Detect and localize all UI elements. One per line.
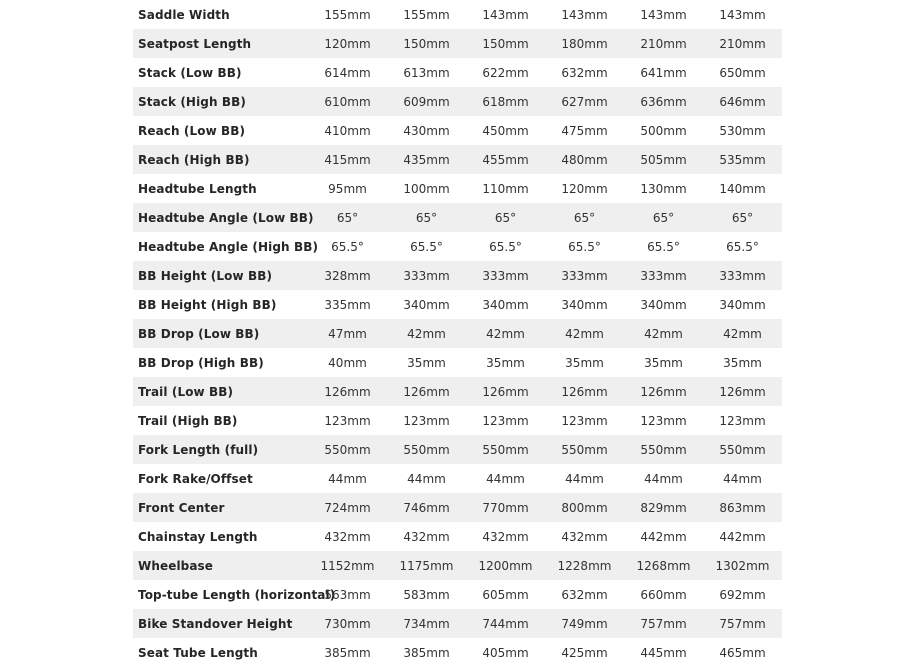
table-cell: 627mm — [545, 87, 624, 116]
row-label: BB Height (High BB) — [138, 297, 277, 312]
table-cell: 143mm — [640, 7, 687, 22]
table-cell: 800mm — [545, 493, 624, 522]
table-cell: 445mm — [640, 645, 687, 660]
table-cell: 605mm — [482, 587, 529, 602]
table-cell: 613mm — [403, 65, 450, 80]
row-label: Top-tube Length (horizontal) — [138, 587, 336, 602]
table-cell: 110mm — [482, 181, 529, 196]
table-cell: 143mm — [719, 7, 766, 22]
table-cell: 210mm — [624, 29, 703, 58]
table-row — [133, 522, 782, 551]
table-cell: 123mm — [482, 413, 529, 428]
table-cell: 770mm — [466, 493, 545, 522]
table-row — [133, 464, 782, 493]
table-row — [133, 348, 782, 377]
table-cell: 692mm — [719, 587, 766, 602]
table-cell: 465mm — [719, 645, 766, 660]
table-cell: 632mm — [561, 587, 608, 602]
table-cell: 123mm — [403, 413, 450, 428]
table-cell: 660mm — [640, 587, 687, 602]
table-cell: 335mm — [324, 297, 371, 312]
table-cell: 757mm — [703, 609, 782, 638]
table-cell: 432mm — [403, 529, 450, 544]
table-cell: 730mm — [308, 609, 387, 638]
row-label: Trail (High BB) — [138, 413, 238, 428]
table-cell: 100mm — [403, 181, 450, 196]
table-row — [133, 406, 782, 435]
table-cell: 150mm — [466, 29, 545, 58]
table-cell: 126mm — [703, 377, 782, 406]
table-cell: 530mm — [719, 123, 766, 138]
table-cell: 65° — [308, 203, 387, 232]
table-cell: 415mm — [308, 145, 387, 174]
table-cell: 734mm — [387, 609, 466, 638]
table-cell: 500mm — [640, 123, 687, 138]
table-cell: 130mm — [640, 181, 687, 196]
table-cell: 65° — [387, 203, 466, 232]
table-cell: 535mm — [703, 145, 782, 174]
row-label: Trail (Low BB) — [133, 377, 308, 406]
row-label: Headtube Angle (Low BB) — [133, 203, 308, 232]
table-cell: 333mm — [545, 261, 624, 290]
table-cell: 757mm — [624, 609, 703, 638]
table-cell: 744mm — [466, 609, 545, 638]
table-cell: 35mm — [565, 355, 604, 370]
table-cell: 44mm — [407, 471, 446, 486]
table-cell: 150mm — [387, 29, 466, 58]
row-label: Stack (High BB) — [133, 87, 308, 116]
table-cell: 746mm — [387, 493, 466, 522]
table-cell: 340mm — [719, 297, 766, 312]
table-cell: 44mm — [723, 471, 762, 486]
table-cell: 1268mm — [624, 551, 703, 580]
table-row — [133, 609, 782, 638]
table-cell: 550mm — [545, 435, 624, 464]
table-cell: 42mm — [624, 319, 703, 348]
table-cell: 385mm — [403, 645, 450, 660]
table-cell: 563mm — [324, 587, 371, 602]
table-cell: 42mm — [703, 319, 782, 348]
row-label: Headtube Angle (High BB) — [138, 239, 319, 254]
table-row — [133, 58, 782, 87]
table-cell: 618mm — [466, 87, 545, 116]
table-cell: 632mm — [561, 65, 608, 80]
table-row — [133, 290, 782, 319]
table-cell: 641mm — [640, 65, 687, 80]
row-label: Headtube Length — [138, 181, 257, 196]
table-cell: 42mm — [387, 319, 466, 348]
table-cell: 405mm — [482, 645, 529, 660]
table-cell: 622mm — [482, 65, 529, 80]
table-cell: 609mm — [387, 87, 466, 116]
table-cell: 385mm — [324, 645, 371, 660]
table-cell: 328mm — [308, 261, 387, 290]
table-cell: 95mm — [328, 181, 367, 196]
table-cell: 44mm — [565, 471, 604, 486]
table-cell: 180mm — [545, 29, 624, 58]
table-cell: 35mm — [486, 355, 525, 370]
table-row — [133, 638, 782, 667]
table-cell: 126mm — [624, 377, 703, 406]
table-row — [133, 435, 782, 464]
table-cell: 35mm — [407, 355, 446, 370]
row-label: Saddle Width — [138, 7, 230, 22]
table-row — [133, 493, 782, 522]
table-cell: 583mm — [403, 587, 450, 602]
table-cell: 614mm — [324, 65, 371, 80]
row-label: Chainstay Length — [138, 529, 258, 544]
table-row — [133, 174, 782, 203]
table-cell: 44mm — [328, 471, 367, 486]
table-cell: 550mm — [703, 435, 782, 464]
row-label: Fork Length (full) — [133, 435, 308, 464]
row-label: Seat Tube Length — [138, 645, 258, 660]
table-cell: 143mm — [561, 7, 608, 22]
row-label: Front Center — [133, 493, 308, 522]
row-label: Wheelbase — [133, 551, 308, 580]
table-cell: 550mm — [387, 435, 466, 464]
table-cell: 65° — [545, 203, 624, 232]
table-cell: 123mm — [640, 413, 687, 428]
table-cell: 210mm — [703, 29, 782, 58]
table-cell: 333mm — [387, 261, 466, 290]
table-cell: 44mm — [486, 471, 525, 486]
table-cell: 1228mm — [545, 551, 624, 580]
table-cell: 610mm — [308, 87, 387, 116]
table-cell: 35mm — [644, 355, 683, 370]
table-cell: 65° — [703, 203, 782, 232]
table-cell: 123mm — [324, 413, 371, 428]
table-cell: 442mm — [719, 529, 766, 544]
geometry-table-body — [133, 0, 782, 667]
row-label: Reach (Low BB) — [138, 123, 246, 138]
table-row — [133, 203, 782, 232]
geometry-table — [133, 0, 782, 667]
table-cell: 650mm — [719, 65, 766, 80]
table-row — [133, 0, 782, 29]
table-cell: 155mm — [324, 7, 371, 22]
table-cell: 550mm — [466, 435, 545, 464]
row-label: BB Height (Low BB) — [133, 261, 308, 290]
table-cell: 340mm — [640, 297, 687, 312]
row-label: BB Drop (Low BB) — [133, 319, 308, 348]
table-cell: 340mm — [403, 297, 450, 312]
table-cell: 65.5° — [331, 239, 364, 254]
table-cell: 1175mm — [387, 551, 466, 580]
row-label: Reach (High BB) — [133, 145, 308, 174]
table-cell: 550mm — [308, 435, 387, 464]
table-cell: 126mm — [387, 377, 466, 406]
table-cell: 340mm — [561, 297, 608, 312]
table-cell: 126mm — [308, 377, 387, 406]
table-cell: 829mm — [624, 493, 703, 522]
table-cell: 42mm — [466, 319, 545, 348]
table-cell: 749mm — [545, 609, 624, 638]
table-cell: 65° — [466, 203, 545, 232]
row-label: Stack (Low BB) — [138, 65, 242, 80]
table-cell: 65.5° — [726, 239, 759, 254]
table-cell: 126mm — [466, 377, 545, 406]
table-cell: 120mm — [308, 29, 387, 58]
table-cell: 35mm — [723, 355, 762, 370]
table-cell: 65.5° — [410, 239, 443, 254]
row-label: Bike Standover Height — [133, 609, 308, 638]
table-cell: 636mm — [624, 87, 703, 116]
table-cell: 126mm — [545, 377, 624, 406]
table-row — [133, 116, 782, 145]
table-row — [133, 29, 782, 58]
table-row — [133, 580, 782, 609]
table-cell: 44mm — [644, 471, 683, 486]
table-cell: 65.5° — [489, 239, 522, 254]
table-row — [133, 232, 782, 261]
table-cell: 425mm — [561, 645, 608, 660]
table-cell: 65.5° — [568, 239, 601, 254]
table-cell: 432mm — [561, 529, 608, 544]
table-cell: 123mm — [561, 413, 608, 428]
table-cell: 143mm — [482, 7, 529, 22]
table-cell: 475mm — [561, 123, 608, 138]
table-row — [133, 145, 782, 174]
table-cell: 1200mm — [466, 551, 545, 580]
table-cell: 65.5° — [647, 239, 680, 254]
table-cell: 42mm — [545, 319, 624, 348]
table-cell: 480mm — [545, 145, 624, 174]
table-cell: 333mm — [624, 261, 703, 290]
table-cell: 340mm — [482, 297, 529, 312]
table-row — [133, 319, 782, 348]
table-row — [133, 551, 782, 580]
row-label: Seatpost Length — [133, 29, 308, 58]
table-row — [133, 261, 782, 290]
table-cell: 333mm — [466, 261, 545, 290]
table-row — [133, 377, 782, 406]
table-cell: 863mm — [703, 493, 782, 522]
table-cell: 65° — [624, 203, 703, 232]
table-cell: 140mm — [719, 181, 766, 196]
table-cell: 432mm — [482, 529, 529, 544]
table-cell: 455mm — [466, 145, 545, 174]
table-cell: 442mm — [640, 529, 687, 544]
table-cell: 450mm — [482, 123, 529, 138]
table-cell: 410mm — [324, 123, 371, 138]
table-cell: 120mm — [561, 181, 608, 196]
table-cell: 1152mm — [308, 551, 387, 580]
table-cell: 550mm — [624, 435, 703, 464]
table-cell: 724mm — [308, 493, 387, 522]
table-cell: 435mm — [387, 145, 466, 174]
table-cell: 432mm — [324, 529, 371, 544]
table-cell: 646mm — [703, 87, 782, 116]
table-cell: 155mm — [403, 7, 450, 22]
table-cell: 333mm — [703, 261, 782, 290]
table-cell: 505mm — [624, 145, 703, 174]
table-cell: 123mm — [719, 413, 766, 428]
table-row — [133, 87, 782, 116]
table-cell: 40mm — [328, 355, 367, 370]
table-cell: 430mm — [403, 123, 450, 138]
table-cell: 47mm — [308, 319, 387, 348]
row-label: BB Drop (High BB) — [138, 355, 264, 370]
row-label: Fork Rake/Offset — [138, 471, 253, 486]
table-cell: 1302mm — [703, 551, 782, 580]
